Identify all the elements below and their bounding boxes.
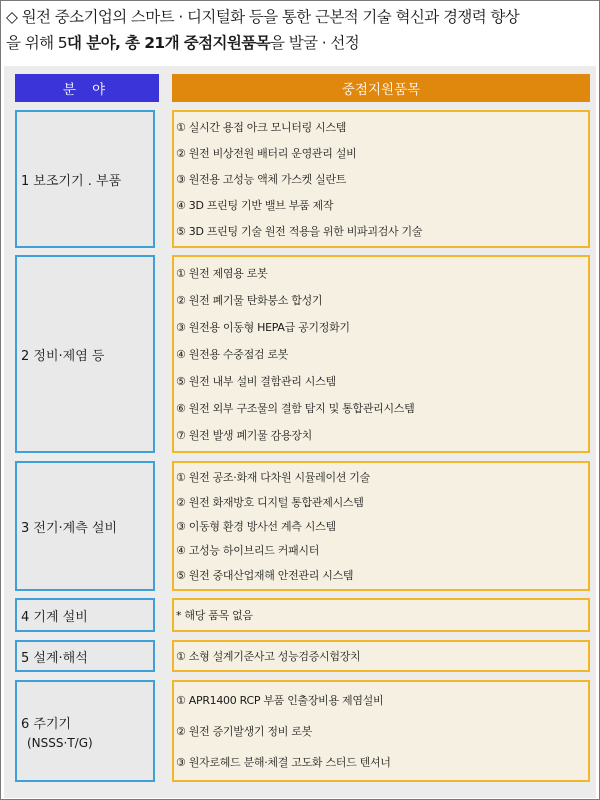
heading-line-2-start: 을 위해 5: [6, 34, 68, 52]
list-item: ② 원전 증기발생기 정비 로봇: [176, 724, 312, 738]
category-cell: [15, 110, 155, 248]
heading-line-2: [6, 30, 596, 56]
list-item: ① 원전 공조·화재 다차원 시뮬레이션 기술: [176, 471, 370, 485]
items-cell: [172, 461, 590, 591]
category-cell: [15, 461, 155, 591]
items-cell: [172, 110, 590, 248]
header-items: 중점지원품목: [172, 74, 590, 102]
category-label: 5 설계·해석: [21, 650, 88, 666]
heading-line-2-bold: 대 분야, 총 21개 중점지원품목: [67, 34, 270, 52]
list-item: ④ 3D 프린팅 기반 밸브 부품 제작: [176, 199, 334, 212]
items-cell: [172, 680, 590, 782]
category-label: 6 주기기: [21, 716, 72, 732]
list-item: ② 원전 폐기물 탄화붕소 합성기: [176, 293, 323, 307]
list-item: ① APR1400 RCP 부품 인출장비용 제염설비: [176, 693, 384, 707]
list-item: ③ 원전용 이동형 HEPA급 공기정화기: [176, 320, 350, 334]
items-cell: [172, 598, 590, 632]
list-item: * 해당 품목 없음: [176, 609, 253, 622]
category-label: 4 기계 설비: [21, 609, 88, 625]
list-item: ② 원전 화재방호 디지털 통합관제시스템: [176, 495, 364, 509]
list-item: ③ 원자로헤드 분해·체결 고도화 스터드 텐셔너: [176, 756, 391, 770]
list-item: ③ 원전용 고성능 액체 가스켓 실란트: [176, 173, 347, 186]
list-item: ① 실시간 용접 아크 모니터링 시스템: [176, 121, 347, 134]
items-cell: [172, 640, 590, 672]
items-cell: [172, 255, 590, 453]
list-item: ⑤ 원전 중대산업재해 안전관리 시스템: [176, 568, 354, 582]
list-item: ① 원전 제염용 로봇: [176, 266, 268, 280]
list-item: ⑤ 3D 프린팅 기술 원전 적용을 위한 비파괴검사 기술: [176, 225, 423, 238]
list-item: ⑦ 원전 발생 폐기물 감용장치: [176, 429, 312, 443]
category-cell: [15, 640, 155, 672]
list-item: ④ 원전용 수중점검 로봇: [176, 347, 289, 361]
category-label: 1 보조기기 . 부품: [21, 173, 122, 189]
list-item: ① 소형 설계기준사고 성능검증시험장치: [176, 650, 361, 663]
category-cell: [15, 680, 155, 782]
category-cell: [15, 255, 155, 453]
heading: [6, 4, 596, 56]
category-cell: [15, 598, 155, 632]
category-label: 2 정비·제염 등: [21, 348, 105, 364]
heading-line-1: ◇ 원전 중소기업의 스마트 · 디지털화 등을 통한 근본적 기술 혁신과 경쟁력 향상: [6, 8, 520, 26]
list-item: ② 원전 비상전원 배터리 운영관리 설비: [176, 147, 357, 160]
list-item: ③ 이동형 환경 방사선 계측 시스템: [176, 519, 336, 533]
category-label: 3 전기·계측 설비: [21, 520, 118, 536]
category-sublabel: (NSSS·T/G): [27, 735, 93, 750]
header-category: 분 야: [15, 74, 159, 102]
heading-line-2-end: 을 발굴 · 선정: [270, 34, 360, 52]
list-item: ⑥ 원전 외부 구조물의 결함 탐지 및 통합관리시스템: [176, 402, 415, 416]
list-item: ④ 고성능 하이브리드 커패시터: [176, 544, 320, 558]
list-item: ⑤ 원전 내부 설비 결함관리 시스템: [176, 375, 336, 389]
